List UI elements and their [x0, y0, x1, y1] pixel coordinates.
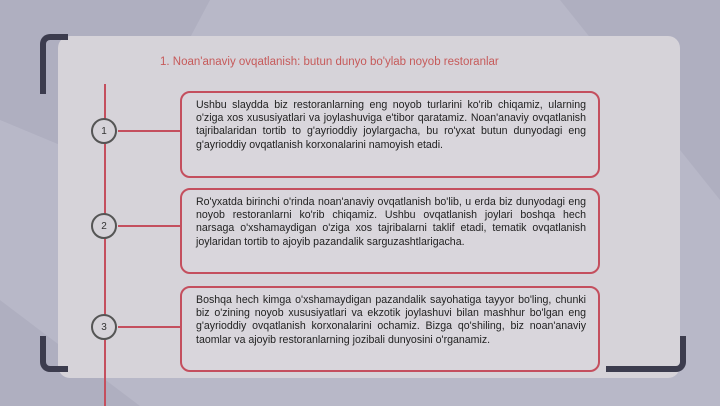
frame-corner-bottom-right — [606, 336, 686, 372]
frame-corner-top-left — [40, 34, 68, 94]
timeline-node-2: 2 — [91, 213, 117, 239]
timeline-card-1: Ushbu slaydda biz restoranlarning eng noyob turlarini ko'rib chiqamiz, ularning o'ziga xos xususiyatlari va joylashuviga e'tibor qaratamiz. Noan'anaviy ovqatlanish tajribalaridan tortib to g'ayrioddiy joylargacha, bu ro'yxat butun dunyodagi eng g'ayrioddiy ovqatlanish korxonalarini namoyish etadi. — [180, 91, 600, 178]
timeline-node-3: 3 — [91, 314, 117, 340]
timeline-node-1: 1 — [91, 118, 117, 144]
timeline-connector-2 — [118, 225, 180, 227]
timeline-connector-3 — [118, 326, 180, 328]
timeline-connector-1 — [118, 130, 180, 132]
timeline-card-3: Boshqa hech kimga o'xshamaydigan pazandalik sayohatiga tayyor bo'ling, chunki biz o'zining noyob xususiyatlari va ekzotik joylashuvi bilan mashhur bo'lgan eng g'ayrioddiy ovqatlanish korxonalarini ochamiz. Bizga qo'shiling, biz noan'anaviy taomlar va ajoyib restoranlarning jozibali dunyosini o'rganamiz. — [180, 286, 600, 372]
timeline-card-2: Ro'yxatda birinchi o'rinda noan'anaviy ovqatlanish bo'lib, u erda biz dunyodagi eng noyob restoranlarni ko'rib chiqamiz. Ushbu ovqatlanish joylari boshqa hech narsaga o'xshamaydigan o'ziga xos tajribalarni taklif etadi, tematik ovqatlanish joylaridan tortib to ajoyib pazandalik sarguzashtlarigacha. — [180, 188, 600, 274]
frame-corner-bottom-left — [40, 336, 68, 372]
slide-title: 1. Noan'anaviy ovqatlanish: butun dunyo bo'ylab noyob restoranlar — [160, 56, 499, 68]
